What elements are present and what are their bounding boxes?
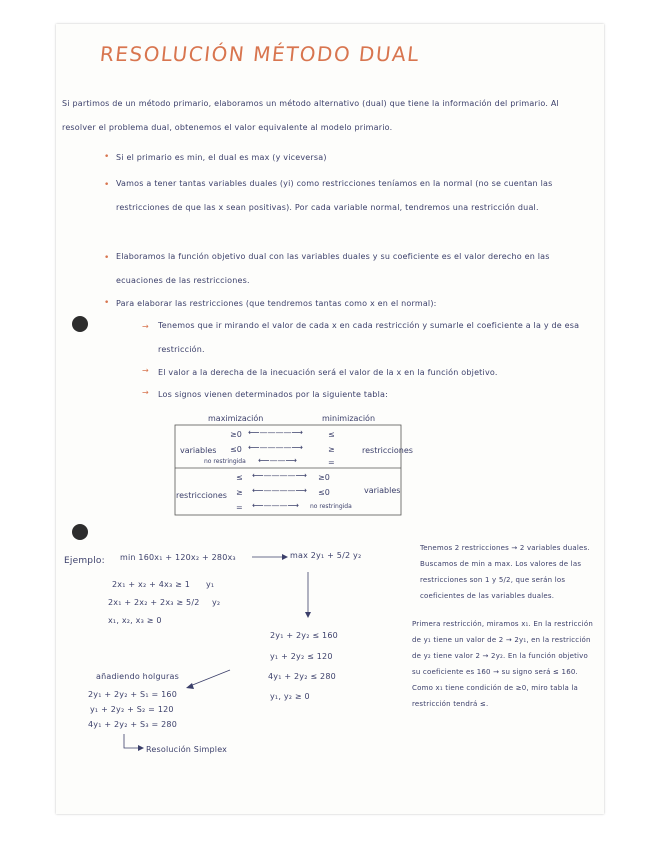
sub-item-1: Tenemos que ir mirando el valor de cada x en cada restricción y sumarle el coeficiente a la y de esa restricción.	[158, 321, 580, 354]
primal-constraint-2: 2x₁ + 2x₂ + 2x₃ ≥ 5/2	[108, 598, 200, 607]
table-cell: =	[328, 458, 335, 467]
table-cell: ≤0	[318, 488, 330, 497]
double-arrow-icon: ⟵——⟶	[258, 456, 297, 465]
bullet-text-4: Para elaborar las restricciones (que tendremos tantas como x en el normal):	[116, 299, 437, 308]
dual-constraint-4: y₁, y₂ ≥ 0	[270, 692, 310, 701]
arrow-icon: →	[142, 366, 149, 375]
table-top-left-label: variables	[180, 446, 217, 455]
table-cell: ≤	[328, 430, 335, 439]
slack-constraint-3: 4y₁ + 2y₂ + S₃ = 280	[88, 720, 177, 729]
primal-constraint-2-var: y₂	[212, 598, 221, 607]
dual-constraint-1: 2y₁ + 2y₂ ≤ 160	[270, 631, 338, 640]
slack-constraint-1: 2y₁ + 2y₂ + S₁ = 160	[88, 690, 177, 699]
table-header-left: maximización	[208, 414, 264, 423]
double-arrow-icon: ⟵————⟶	[248, 443, 303, 452]
bullet-marker: •	[104, 298, 110, 308]
table-cell: no restringida	[204, 458, 246, 465]
bullet-text-1: Si el primario es min, el dual es max (y viceversa)	[116, 153, 327, 162]
dual-constraint-2: y₁ + 2y₂ ≤ 120	[270, 652, 333, 661]
table-bottom-right-label: variables	[364, 486, 401, 495]
double-arrow-icon: ⟵————⟶	[252, 486, 307, 495]
double-arrow-icon: ⟵————⟶	[252, 471, 307, 480]
bullet-marker: •	[104, 253, 110, 263]
note-first-restriction: Primera restricción, miramos x₁. En la restricción de y₁ tiene un valor de 2 → 2y₁, en la restricción de y₂ tiene valor 2 → 2y₂. En la función objetivo su coeficiente es 160 → su signo será ≤ 160. Como x₁ tiene condición de ≥0, miro tabla la restricción tendrá ≤.	[412, 620, 593, 708]
primal-constraint-3: x₁, x₂, x₃ ≥ 0	[108, 616, 162, 625]
arrow-icon: →	[142, 322, 149, 331]
double-arrow-icon: ⟵———⟶	[252, 501, 299, 510]
bullet-marker: •	[104, 152, 110, 162]
intro-paragraph: Si partimos de un método primario, elaboramos un método alternativo (dual) que tiene la información del primario. Al resolver el problema dual, obtenemos el valor equivalente al modelo primario.	[62, 99, 559, 132]
primal-objective: min 160x₁ + 120x₂ + 280x₃	[120, 553, 236, 562]
table-bottom-left-label: restricciones	[176, 491, 227, 500]
table-cell: ≥	[236, 488, 243, 497]
table-cell: ≥0	[230, 430, 242, 439]
bullet-text-3: Elaboramos la función objetivo dual con las variables duales y su coeficiente es el valor derecho en las ecuaciones de las restricciones.	[116, 252, 550, 285]
slack-label: añadiendo holguras	[96, 672, 179, 681]
table-cell: no restringida	[310, 503, 352, 510]
table-cell: =	[236, 503, 243, 512]
sub-item-2: El valor a la derecha de la inecuación será el valor de la x en la función objetivo.	[158, 368, 498, 377]
dual-objective: max 2y₁ + 5/2 y₂	[290, 551, 362, 560]
table-top-right-label: restricciones	[362, 446, 413, 455]
sub-item-3: Los signos vienen determinados por la siguiente tabla:	[158, 390, 388, 399]
table-cell: ≥0	[318, 473, 330, 482]
primal-constraint-1: 2x₁ + x₂ + 4x₃ ≥ 1	[112, 580, 191, 589]
table-cell: ≤0	[230, 445, 242, 454]
page-title: RESOLUCIÓN MÉTODO DUAL	[98, 42, 422, 66]
note-variables: Tenemos 2 restricciones → 2 variables duales. Buscamos de min a max. Los valores de las restricciones son 1 y 5/2, que serán los coeficientes de las variables duales.	[420, 544, 590, 600]
slack-constraint-2: y₁ + 2y₂ + S₂ = 120	[90, 705, 174, 714]
table-cell: ≤	[236, 473, 243, 482]
simplex-label: Resolución Simplex	[146, 745, 228, 754]
primal-constraint-1-var: y₁	[206, 580, 215, 589]
bullet-text-2: Vamos a tener tantas variables duales (yi) como restricciones teníamos en la normal (no se cuentan las restricciones de que las x sean positivas). Por cada variable normal, tendremos una restricción dual.	[116, 179, 553, 212]
dual-constraint-3: 4y₁ + 2y₂ ≤ 280	[268, 672, 336, 681]
arrow-icon: →	[142, 388, 149, 397]
example-label: Ejemplo:	[64, 556, 105, 566]
double-arrow-icon: ⟵————⟶	[248, 428, 303, 437]
table-header-right: minimización	[322, 414, 376, 423]
bullet-marker: •	[104, 180, 110, 190]
table-cell: ≥	[328, 445, 335, 454]
